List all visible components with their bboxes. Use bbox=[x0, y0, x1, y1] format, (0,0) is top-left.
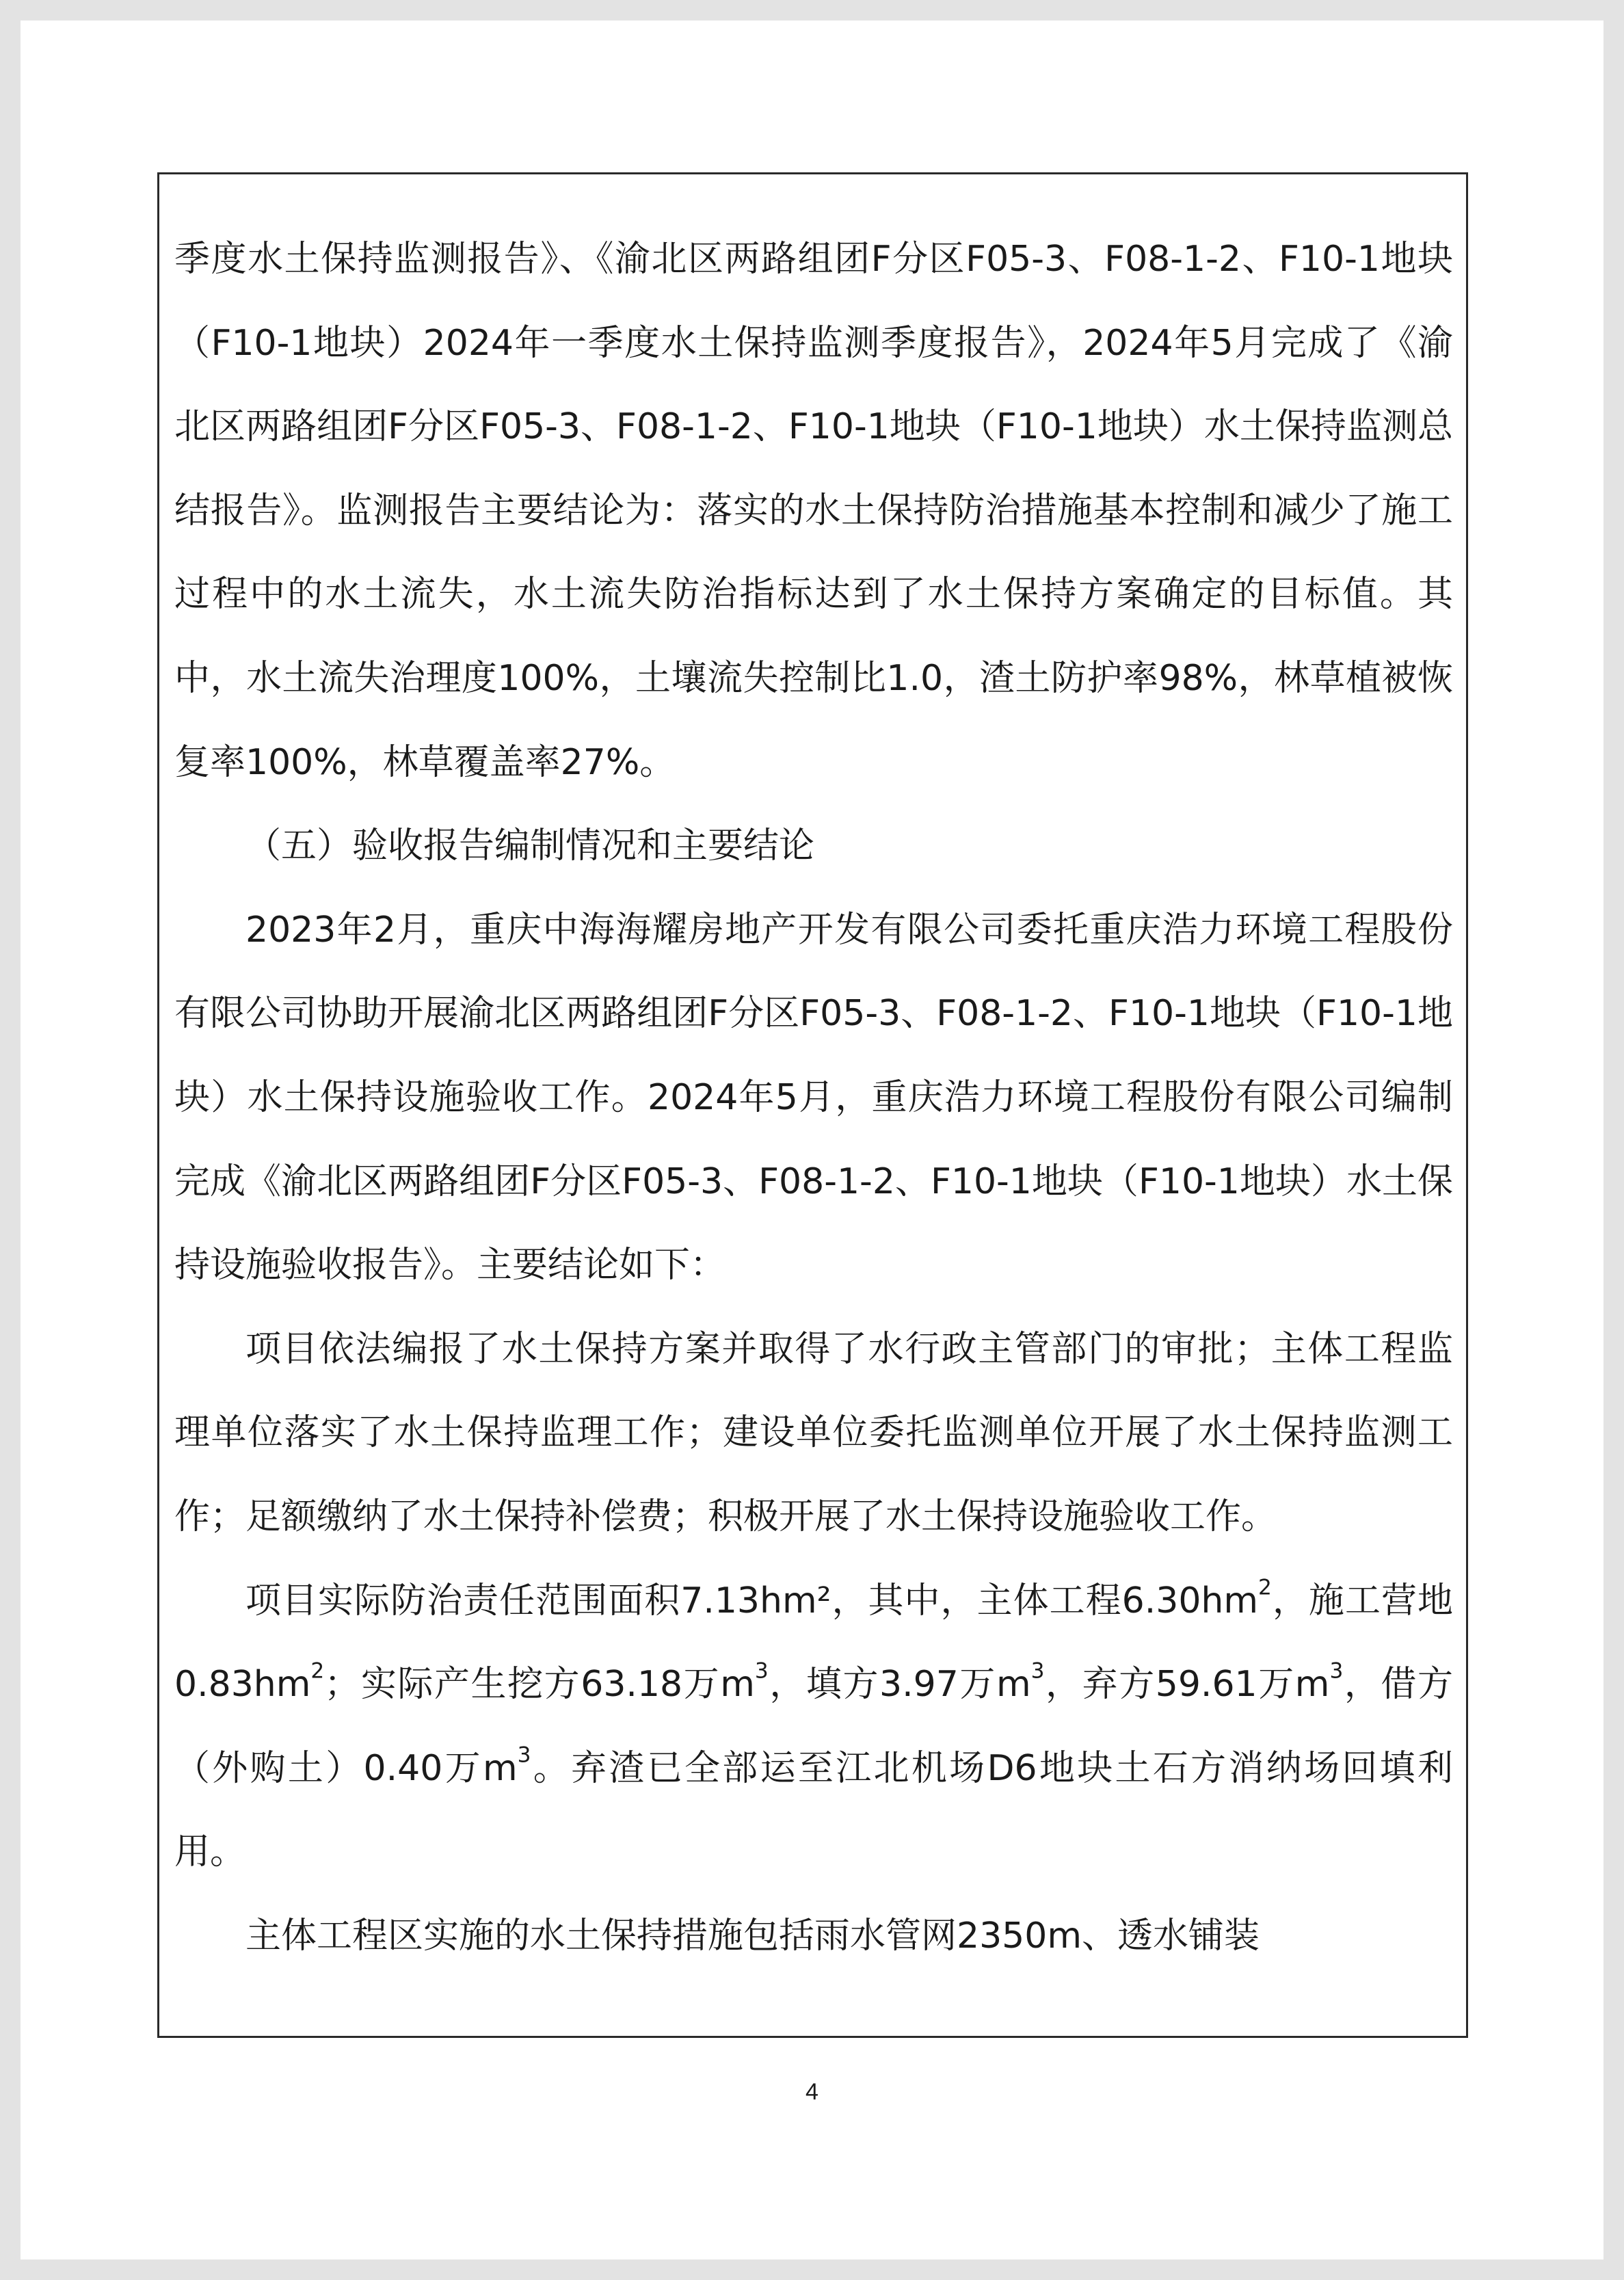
text-run: 项目实际防治责任范围面积7.13hm²，其中，主体工程6.30hm bbox=[245, 1580, 1259, 1621]
page-number: 4 bbox=[806, 2079, 818, 2105]
superscript: 3 bbox=[1030, 1658, 1045, 1684]
text-run: ，弃方59.61万m bbox=[1044, 1664, 1330, 1706]
paragraph-project-compliance: 项目依法编报了水土保持方案并取得了水行政主管部门的审批；主体工程监理单位落实了水土保持监理工作；建设单位委托监测单位开展了水土保持监测工作；足额缴纳了水土保持补偿费；积极开展了水土保持设施验收工作。 bbox=[174, 1328, 1453, 1537]
superscript: 3 bbox=[517, 1742, 531, 1768]
paragraph-area-and-earthwork bbox=[174, 1559, 1453, 1894]
superscript: 2 bbox=[1258, 1574, 1272, 1600]
paragraph-monitoring-conclusions: 季度水土保持监测报告》、《渝北区两路组团F分区F05-3、F08-1-2、F10-1地块（F10-1地块）2024年一季度水土保持监测季度报告》，2024年5月完成了《渝北区两路组团F分区F05-3、F08-1-2、F10-1地块（F10-1地块）水土保持监测总结报告》。监测报告主要结论为：落实的水土保持防治措施基本控制和减少了施工过程中的水土流失，水土流失防治指标达到了水土保持方案确定的目标值。其中，水土流失治理度100%，土壤流失控制比1.0，渣土防护率98%，林草植被恢复率100%，林草覆盖率27%。 bbox=[174, 239, 1453, 783]
text-run: ，填方3.97万m bbox=[768, 1664, 1031, 1706]
document-body bbox=[174, 217, 1453, 1978]
superscript: 3 bbox=[754, 1658, 769, 1684]
superscript: 2 bbox=[310, 1658, 325, 1684]
paragraph-main-works-measures: 主体工程区实施的水土保持措施包括雨水管网2350m、透水铺装 bbox=[245, 1915, 1260, 1957]
paragraph-acceptance-report: 2023年2月，重庆中海海耀房地产开发有限公司委托重庆浩力环境工程股份有限公司协助开展渝北区两路组团F分区F05-3、F08-1-2、F10-1地块（F10-1地块）水土保持设施验收工作。2024年5月，重庆浩力环境工程股份有限公司编制完成《渝北区两路组团F分区F05-3、F08-1-2、F10-1地块（F10-1地块）水土保持设施验收报告》。主要结论如下： bbox=[174, 909, 1453, 1286]
superscript: 3 bbox=[1329, 1658, 1344, 1684]
text-run: ；实际产生挖方63.18万m bbox=[324, 1664, 755, 1706]
text-run: ，借方（外购土）0.40万m bbox=[174, 1664, 1453, 1789]
text-run: ，施工营地0.83hm bbox=[174, 1580, 1453, 1706]
section-heading: （五）验收报告编制情况和主要结论 bbox=[245, 825, 815, 867]
text-run: 。弃渣已全部运至江北机场D6地块土石方消纳场回填利用。 bbox=[174, 1747, 1453, 1873]
